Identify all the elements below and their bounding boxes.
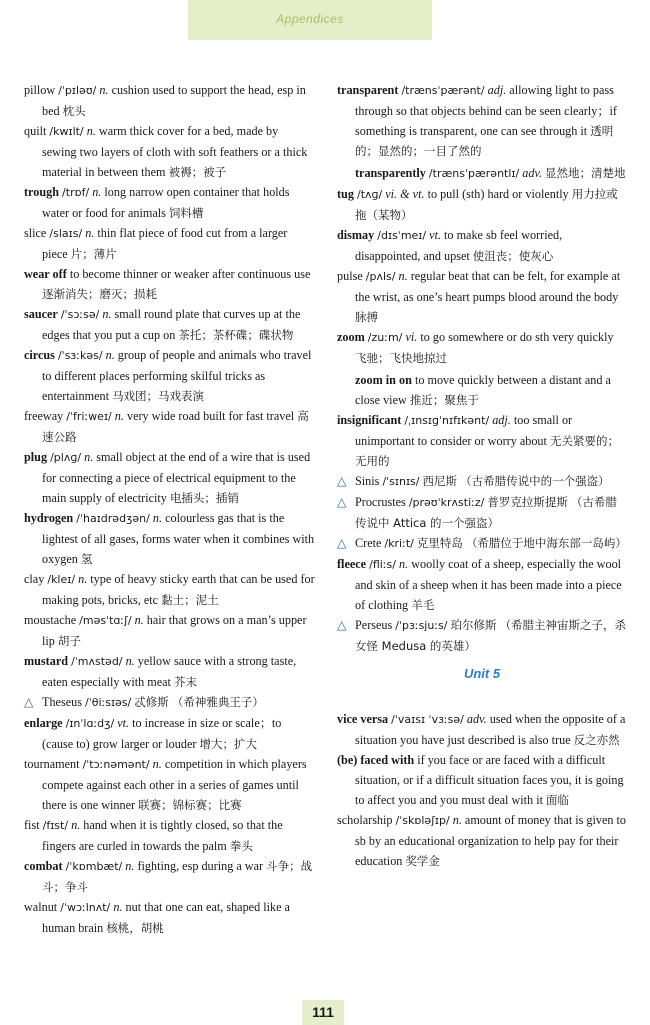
headword: slice bbox=[24, 226, 47, 240]
headword: fist bbox=[24, 818, 40, 832]
glossary-entry bbox=[24, 856, 315, 897]
translation: 联赛；锦标赛；比赛 bbox=[138, 798, 242, 812]
triangle-icon: △ bbox=[337, 536, 347, 550]
glossary-entry bbox=[337, 80, 627, 161]
pronunciation: /ˈsɔːsə/ bbox=[60, 308, 100, 321]
definition: hand when it is tightly closed, so that the fingers are curled in towards the palm bbox=[42, 818, 283, 853]
glossary-entry bbox=[24, 754, 315, 815]
part-of-speech: n. bbox=[71, 818, 81, 832]
headword: vice versa bbox=[337, 712, 389, 726]
glossary-entry bbox=[337, 327, 627, 368]
pronunciation: /ˈtɔːnəmənt/ bbox=[82, 758, 150, 771]
section-title: Appendices bbox=[276, 12, 344, 26]
glossary-entry bbox=[24, 80, 315, 121]
pronunciation: /trɒf/ bbox=[62, 186, 90, 199]
headword: moustache bbox=[24, 613, 77, 627]
definition: 普罗克拉斯提斯 bbox=[487, 495, 568, 509]
headword: plug bbox=[24, 450, 48, 464]
triangle-icon: △ bbox=[337, 474, 347, 488]
headword: scholarship bbox=[337, 813, 393, 827]
headword: insignificant bbox=[337, 413, 402, 427]
headword: Crete bbox=[355, 536, 382, 550]
glossary-entry bbox=[24, 182, 315, 223]
headword: pulse bbox=[337, 269, 363, 283]
headword: dismay bbox=[337, 228, 375, 242]
part-of-speech: n. bbox=[152, 757, 162, 771]
definition: 克里特岛 bbox=[416, 536, 463, 550]
triangle-icon: △ bbox=[337, 618, 347, 632]
headword: tournament bbox=[24, 757, 80, 771]
definition: very wide road built for fast travel bbox=[126, 409, 295, 423]
glossary-entry bbox=[337, 533, 627, 554]
part-of-speech: n. bbox=[92, 185, 102, 199]
headword: Perseus bbox=[355, 618, 393, 632]
glossary-entry bbox=[24, 223, 315, 264]
pronunciation: /kwɪlt/ bbox=[49, 125, 84, 138]
definition: type of heavy sticky earth that can be used for making pots, bricks, etc bbox=[42, 572, 315, 607]
right-entries-top bbox=[337, 80, 627, 656]
pronunciation: /ˈskɒləʃɪp/ bbox=[395, 814, 450, 827]
definition: nut that one can eat, shaped like a human brain bbox=[42, 900, 290, 935]
pronunciation: /trænsˈpærəntlɪ/ bbox=[428, 167, 520, 180]
translation: 马戏团；马戏表演 bbox=[112, 389, 205, 403]
translation: 增大；扩大 bbox=[199, 737, 257, 751]
triangle-icon: △ bbox=[337, 495, 347, 509]
sub-entry bbox=[337, 163, 627, 184]
part-of-speech: n. bbox=[134, 613, 144, 627]
part-of-speech: n. bbox=[99, 83, 109, 97]
glossary-entry bbox=[24, 651, 315, 692]
pronunciation: /prəʊˈkrʌstiːz/ bbox=[408, 496, 485, 509]
translation: 拳头 bbox=[229, 839, 253, 853]
definition: to make sb feel worried, disappointed, and upset bbox=[355, 228, 563, 263]
glossary-entry bbox=[24, 447, 315, 508]
definition: woolly coat of a sheep, especially the wool and skin of a sheep when it has been made into a piece of clothing bbox=[355, 557, 622, 612]
headword: quilt bbox=[24, 124, 47, 138]
translation: 核桃，胡桃 bbox=[106, 921, 164, 935]
pronunciation: /ˈfriːweɪ/ bbox=[66, 410, 112, 423]
definition: too small or unimportant to consider or worry about bbox=[355, 413, 573, 448]
headword: transparently bbox=[355, 166, 426, 180]
translation: 电插头；插销 bbox=[169, 491, 239, 505]
part-of-speech: adj. bbox=[492, 413, 511, 427]
headword: hydrogen bbox=[24, 511, 74, 525]
definition: yellow sauce with a strong taste, eaten especially with meat bbox=[42, 654, 297, 689]
glossary-entry bbox=[24, 692, 315, 713]
definition: to become thinner or weaker after continuous use bbox=[69, 267, 311, 281]
definition: hair that grows on a man’s upper lip bbox=[42, 613, 307, 648]
definition: regular beat that can be felt, for example at the wrist, as one’s heart pumps blood around the body bbox=[355, 269, 621, 304]
definition: 忒修斯 bbox=[134, 695, 169, 709]
headword: wear off bbox=[24, 267, 67, 281]
translation: 片；薄片 bbox=[70, 247, 117, 261]
glossary-entry bbox=[337, 750, 627, 810]
headword: Procrustes bbox=[355, 495, 406, 509]
pronunciation: /ˈkɒmbæt/ bbox=[65, 860, 123, 873]
headword: enlarge bbox=[24, 716, 63, 730]
part-of-speech: n. bbox=[125, 859, 135, 873]
part-of-speech: n. bbox=[398, 269, 408, 283]
translation: 使沮丧；使灰心 bbox=[472, 249, 554, 263]
header-banner bbox=[188, 0, 432, 40]
part-of-speech: vt. bbox=[117, 716, 130, 730]
translation: （希神雅典王子） bbox=[171, 695, 264, 709]
part-of-speech: vi. & vt. bbox=[385, 187, 425, 201]
translation: 脉搏 bbox=[355, 310, 378, 324]
definition: to go somewhere or do sth very quickly bbox=[420, 330, 614, 344]
headword: pillow bbox=[24, 83, 56, 97]
definition: thin flat piece of food cut from a larger piece bbox=[42, 226, 288, 261]
definition: 西尼斯 bbox=[422, 474, 458, 488]
headword: walnut bbox=[24, 900, 58, 914]
definition: allowing light to pass through so that objects behind can be seen clearly；if something is transparent, one can see through it bbox=[355, 83, 617, 138]
headword: saucer bbox=[24, 307, 58, 321]
pronunciation: /zuːm/ bbox=[367, 331, 403, 344]
glossary-entry bbox=[337, 810, 627, 871]
glossary-entry bbox=[24, 121, 315, 182]
translation: （希腊位于地中海东部一岛屿） bbox=[465, 536, 627, 550]
glossary-entry bbox=[337, 225, 627, 266]
sub-entry bbox=[337, 370, 627, 410]
headword: mustard bbox=[24, 654, 69, 668]
pronunciation: /ˈθiːsɪəs/ bbox=[84, 696, 132, 709]
glossary-entry bbox=[24, 569, 315, 610]
left-column bbox=[24, 80, 315, 938]
right-entries-bottom bbox=[337, 709, 627, 871]
glossary-entry bbox=[24, 610, 315, 651]
translation: 无关紧要的；无用的 bbox=[355, 434, 619, 468]
glossary-entry bbox=[24, 815, 315, 856]
glossary-entry bbox=[24, 304, 315, 345]
glossary-entry bbox=[24, 508, 315, 569]
page-number: 111 bbox=[312, 1004, 334, 1020]
translation: 茶托；茶杯碟；碟状物 bbox=[178, 328, 294, 342]
headword: clay bbox=[24, 572, 45, 586]
translation: 枕头 bbox=[62, 104, 86, 118]
translation: 显然地；清楚地 bbox=[545, 166, 626, 180]
part-of-speech: n. bbox=[105, 348, 115, 362]
headword: zoom in on bbox=[355, 373, 412, 387]
translation: 被褥；被子 bbox=[168, 165, 227, 179]
headword: tug bbox=[337, 187, 354, 201]
pronunciation: /ˌɪnsɪɡˈnɪfɪkənt/ bbox=[404, 414, 490, 427]
definition: to increase in size or scale；to (cause to) grow larger or louder bbox=[42, 716, 282, 751]
definition: small object at the end of a wire that is used for connecting a piece of electrical equipment to the main supply of electricity bbox=[42, 450, 311, 505]
headword: Sinis bbox=[355, 474, 380, 488]
translation: 胡子 bbox=[57, 634, 81, 648]
part-of-speech: n. bbox=[125, 654, 135, 668]
definition: warm thick cover for a bed, made by sewing two layers of cloth with soft feathers or a thick material in between them bbox=[42, 124, 308, 179]
definition: to move quickly between a distant and a close view bbox=[355, 373, 611, 407]
part-of-speech: n. bbox=[152, 511, 163, 525]
pronunciation: /ˈsɪnɪs/ bbox=[382, 475, 420, 488]
definition: cushion used to support the head, esp in bed bbox=[42, 83, 306, 118]
translation: 奖学金 bbox=[405, 854, 440, 868]
pronunciation: /plʌɡ/ bbox=[50, 451, 82, 464]
headword: Theseus bbox=[42, 695, 82, 709]
pronunciation: /ˈvaɪsɪ ˈvɜːsə/ bbox=[391, 713, 464, 726]
part-of-speech: n. bbox=[86, 124, 96, 138]
right-column bbox=[337, 80, 627, 871]
pronunciation: /tʌɡ/ bbox=[356, 188, 383, 201]
definition: small round plate that curves up at the edges that you put a cup on bbox=[42, 307, 301, 342]
part-of-speech: n. bbox=[102, 307, 112, 321]
translation: （古希腊传说中的一个强盗） bbox=[460, 474, 610, 488]
headword: (be) faced with bbox=[337, 753, 415, 767]
translation: 氢 bbox=[80, 552, 93, 566]
glossary-entry bbox=[24, 406, 315, 447]
pronunciation: /ˈsɜːkəs/ bbox=[57, 349, 103, 362]
glossary-entry bbox=[24, 345, 315, 406]
pronunciation: /ˈwɔːlnʌt/ bbox=[60, 901, 111, 914]
pronunciation: /trænsˈpærənt/ bbox=[401, 84, 485, 97]
pronunciation: /məsˈtɑːʃ/ bbox=[79, 614, 132, 627]
part-of-speech: n. bbox=[85, 226, 95, 240]
translation: 高速公路 bbox=[42, 409, 309, 444]
pronunciation: /ɪnˈlɑːdʒ/ bbox=[65, 717, 115, 730]
definition: if you face or are faced with a difficult situation, or if a difficult situation faces you, it is going to affect you and you must deal with it bbox=[355, 753, 624, 807]
glossary-entry bbox=[24, 713, 315, 754]
definition: 珀尔修斯 bbox=[450, 618, 497, 632]
definition: amount of money that is given to sb by an educational organization to help pay for their education bbox=[355, 813, 627, 868]
translation: 透明的；显然的；一目了然的 bbox=[355, 124, 614, 158]
pronunciation: /dɪsˈmeɪ/ bbox=[377, 229, 427, 242]
definition: long narrow open container that holds water or food for animals bbox=[42, 185, 290, 220]
translation: 羊毛 bbox=[411, 598, 435, 612]
definition: fighting, esp during a war bbox=[137, 859, 264, 873]
part-of-speech: adj. bbox=[487, 83, 507, 97]
definition: used when the opposite of a situation you have just described is also true bbox=[355, 712, 626, 747]
part-of-speech: adv. bbox=[466, 712, 487, 726]
pronunciation: /pʌls/ bbox=[365, 270, 396, 283]
definition: to pull (sth) hard or violently bbox=[427, 187, 569, 201]
definition: colourless gas that is the lightest of all gases, forms water when it combines with oxygen bbox=[42, 511, 315, 566]
translation: （希腊主神宙斯之子，杀女怪 Medusa 的英雄） bbox=[355, 618, 627, 653]
glossary-entry bbox=[337, 615, 627, 656]
definition: group of people and animals who travel to different places performing skilful tricks as entertainment bbox=[42, 348, 312, 403]
headword: fleece bbox=[337, 557, 367, 571]
triangle-icon: △ bbox=[24, 695, 34, 709]
pronunciation: /kleɪ/ bbox=[47, 573, 76, 586]
page-number-box bbox=[302, 1000, 344, 1025]
translation: 用力拉或拖（某物） bbox=[355, 187, 618, 222]
headword: trough bbox=[24, 185, 59, 199]
translation: 面临 bbox=[546, 793, 570, 807]
translation: 饲料槽 bbox=[168, 206, 204, 220]
glossary-entry bbox=[337, 471, 627, 492]
translation: 斗争；战斗；争斗 bbox=[42, 859, 313, 894]
pronunciation: /ˈpɪləʊ/ bbox=[58, 84, 97, 97]
part-of-speech: adv. bbox=[522, 166, 542, 180]
part-of-speech: n. bbox=[78, 572, 88, 586]
translation: 逐渐消失；磨灭；损耗 bbox=[42, 287, 157, 301]
part-of-speech: n. bbox=[114, 409, 124, 423]
headword: freeway bbox=[24, 409, 64, 423]
translation: 飞驰；飞快地掠过 bbox=[355, 351, 447, 365]
glossary-entry bbox=[337, 492, 627, 533]
translation: （古希腊传说中 Attica 的一个强盗） bbox=[355, 495, 617, 530]
pronunciation: /kriːt/ bbox=[384, 537, 414, 550]
pronunciation: /slaɪs/ bbox=[49, 227, 83, 240]
translation: 黏土；泥土 bbox=[161, 593, 219, 607]
glossary-entry bbox=[337, 554, 627, 615]
translation: 芥末 bbox=[173, 675, 197, 689]
headword: circus bbox=[24, 348, 55, 362]
glossary-entry bbox=[337, 266, 627, 327]
translation: 推近；聚焦于 bbox=[409, 393, 479, 407]
headword: combat bbox=[24, 859, 63, 873]
pronunciation: /ˈpɜːsjuːs/ bbox=[395, 619, 448, 632]
part-of-speech: n. bbox=[399, 557, 409, 571]
glossary-entry bbox=[337, 709, 627, 750]
pronunciation: /ˈhaɪdrədʒən/ bbox=[76, 512, 150, 525]
headword: zoom bbox=[337, 330, 365, 344]
part-of-speech: vt. bbox=[429, 228, 441, 242]
definition: competition in which players compete against each other in a series of games until there is one winner bbox=[42, 757, 307, 812]
part-of-speech: vi. bbox=[405, 330, 418, 344]
glossary-entry bbox=[24, 897, 315, 938]
glossary-entry bbox=[337, 184, 627, 225]
part-of-speech: n. bbox=[84, 450, 94, 464]
glossary-entry bbox=[24, 264, 315, 304]
unit-heading: Unit 5 bbox=[463, 666, 501, 681]
part-of-speech: n. bbox=[452, 813, 462, 827]
pronunciation: /ˈmʌstəd/ bbox=[71, 655, 123, 668]
headword: transparent bbox=[337, 83, 399, 97]
pronunciation: /fliːs/ bbox=[369, 558, 396, 571]
translation: 反之亦然 bbox=[573, 733, 620, 747]
glossary-entry bbox=[337, 410, 627, 471]
pronunciation: /fɪst/ bbox=[42, 819, 69, 832]
part-of-speech: n. bbox=[113, 900, 123, 914]
